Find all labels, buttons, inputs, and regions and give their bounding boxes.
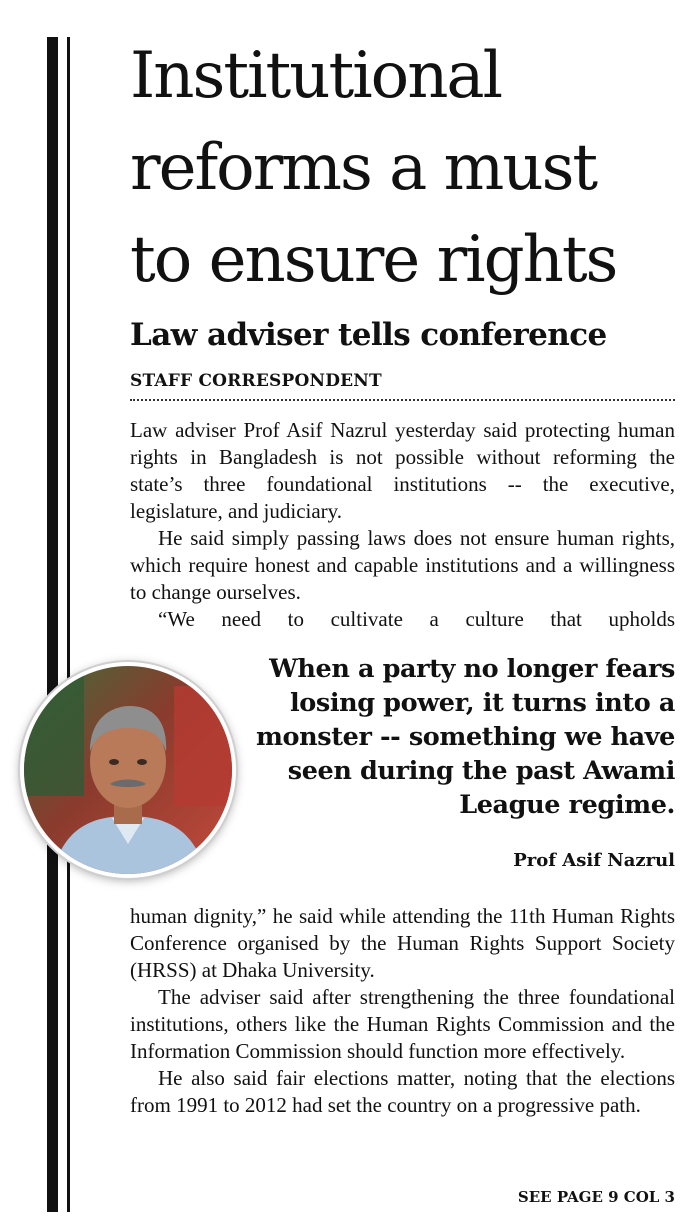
portrait-illustration xyxy=(24,666,232,874)
paragraph: human dignity,” he said while attending the 11th Human Rights Conference organised by the Human Rights Support Society (HRSS) at Dhaka University. xyxy=(130,904,675,982)
pull-quote-attribution: Prof Asif Nazrul xyxy=(513,850,675,871)
portrait-photo xyxy=(20,662,236,878)
pull-quote xyxy=(20,652,675,887)
byline: STAFF CORRESPONDENT xyxy=(130,371,382,391)
body-top xyxy=(130,417,675,633)
headline: Institutional reforms a must to ensure rights xyxy=(130,39,617,297)
paragraph: “We need to cultivate a culture that upholds xyxy=(158,607,675,631)
column-rule-thick xyxy=(47,37,58,1212)
paragraph: Law adviser Prof Asif Nazrul yesterday said protecting human rights in Bangladesh is not possible without reforming the state’s three foundational institutions -- the executive, legislature, and judiciary. xyxy=(130,418,675,523)
kicker: Law adviser tells conference xyxy=(130,317,607,353)
article xyxy=(130,30,675,633)
pull-quote-text: When a party no longer fears losing power, it turns into a monster -- something we have seen during the past Awami League regime. xyxy=(255,654,675,820)
paragraph: He said simply passing laws does not ensure human rights, which require honest and capable institutions and a willingness to change ourselves. xyxy=(130,526,675,604)
column-rule-thin xyxy=(67,37,70,1212)
jump-line: SEE PAGE 9 COL 3 xyxy=(517,1188,675,1206)
byline-divider xyxy=(130,399,675,401)
body-bottom xyxy=(130,903,675,1119)
paragraph: The adviser said after strengthening the three foundational institutions, others like the Human Rights Commission and the Information Commission should function more effectively. xyxy=(130,985,675,1063)
paragraph: He also said fair elections matter, noting that the elections from 1991 to 2012 had set the country on a progressive path. xyxy=(130,1066,675,1117)
